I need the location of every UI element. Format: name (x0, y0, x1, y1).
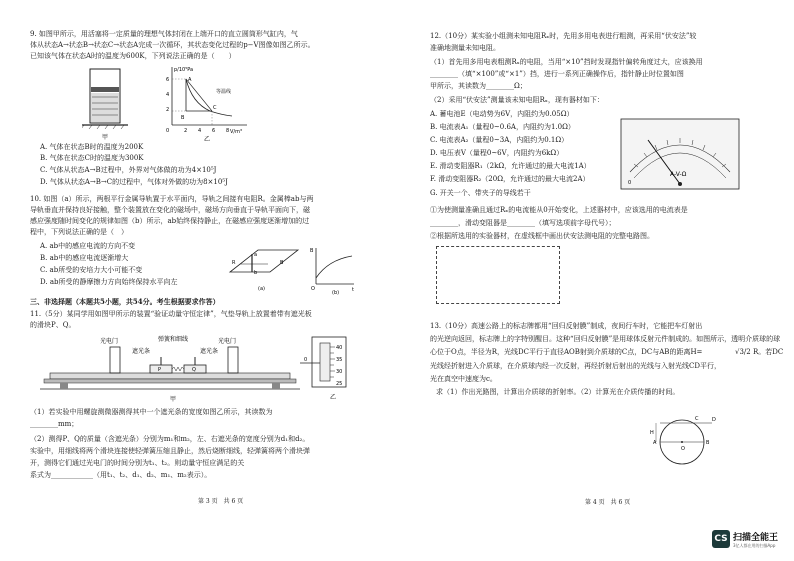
svg-text:B: B (706, 440, 710, 446)
svg-text:4: 4 (198, 128, 202, 134)
svg-text:Q: Q (192, 367, 196, 373)
svg-text:D: D (712, 417, 716, 423)
q12-item-c: C. 电流表A₂（量程0~3A，内阻约为0.1Ω） (430, 136, 569, 144)
caption-jia: 甲 (102, 134, 109, 141)
q12-sub-a-1: ①为使测量准确且通过Rₓ的电流能从0开始变化，上述器材中，应该选用的电流表是 (430, 206, 688, 214)
svg-text:0: 0 (628, 180, 632, 186)
q9-figure (82, 63, 272, 147)
scanner-logo-icon: CS (712, 530, 730, 548)
svg-text:C: C (213, 105, 217, 111)
q9-option-a: A. 气体在状态B时的温度为200K (40, 143, 144, 151)
svg-text:甲: 甲 (170, 396, 177, 403)
right-footer: 第 4 页 共 6 页 (585, 499, 631, 506)
q13-sphere-figure (650, 410, 720, 474)
svg-text:R: R (232, 260, 236, 266)
caption-b: (b) (332, 290, 340, 296)
q13-line-2: 的光逆向返回，标志牌上的字特别醒目。这种“回归反射膜”是用球体反射元件制成的。如图所示，透明介质球的球 (430, 335, 781, 343)
b-t-curve (316, 256, 352, 278)
svg-text:B: B (310, 248, 314, 254)
q10-option-b: B. ab中的感应电流逐渐增大 (40, 254, 129, 262)
q13-formula: √3/2 R。若DC (735, 348, 784, 356)
svg-text:乙: 乙 (330, 394, 337, 401)
q13-line-1: 13.（10分）高速公路上的标志牌都用“回归反射膜”制成，夜间行车时，它能把车灯射出 (430, 322, 703, 330)
gas (91, 93, 119, 122)
svg-text:A: A (653, 440, 657, 446)
q12-line-6: （2）采用“伏安法”测量该未知电阻Rₓ，现有器材如下： (430, 96, 604, 104)
q9-line-1: 9. 如图甲所示，用活塞将一定质量的理想气体封闭在上端开口的直立圆筒形气缸内，气 (30, 30, 298, 38)
q9-option-d: D. 气体从状态A→B→C的过程中，气体对外做的功为8×10⁵J (40, 178, 228, 186)
q12-line-3: （1）首先用多用电表粗测Rₓ的电阻，当用“×10”挡时发现指针偏转角度过大，应该换用 (430, 58, 703, 66)
svg-text:0: 0 (304, 357, 308, 363)
svg-text:6: 6 (212, 128, 216, 134)
q12-line-4: ________（填“×100”或“×1”）挡，进行一系列正确操作后，指针静止时位置如图 (430, 70, 684, 78)
q12-item-f: F. 滑动变阻器R₂（20Ω，允许通过的最大电流2A） (430, 175, 590, 183)
q12-sub-b: ②根据所选用的实验器材，在虚线框中画出伏安法测电阻的完整电路图。 (430, 232, 654, 240)
q10-figure (228, 244, 358, 303)
q10-option-a: A. ab中的感应电流的方向不变 (40, 242, 136, 250)
q12-item-d: D. 电压表V（量程0~6V，内阻约为6kΩ） (430, 149, 564, 157)
q11-sub1-blank: ________mm； (30, 420, 79, 428)
scanner-tagline: 3亿人都在用的扫描App (733, 543, 776, 548)
svg-text:2: 2 (184, 128, 188, 134)
q10-line-2: 导轨垂直并保持良好接触，整个装置放在变化的磁场中，磁场方向垂直于导轨平面向下，磁 (30, 206, 310, 214)
q12-item-e: E. 滑动变阻器R₁（2kΩ，允许通过的最大电流1A） (430, 162, 591, 170)
svg-text:遮光条: 遮光条 (200, 348, 219, 355)
q11-line-1: 11.（5分）某同学用如图甲所示的装置“验证动量守恒定律”，气垫导轨上放置着带有遮光板 (30, 310, 312, 318)
q10-option-c: C. ab所受的安培力大小可能不变 (40, 266, 143, 274)
caption-yi: 乙 (204, 136, 211, 143)
svg-text:8: 8 (226, 128, 230, 134)
q9-option-b: B. 气体在状态C时的温度为300K (40, 154, 144, 162)
svg-text:遮光条: 遮光条 (132, 348, 151, 355)
svg-text:H: H (650, 430, 654, 436)
q12-item-g: G. 开关一个、带夹子的导线若干 (430, 189, 531, 197)
svg-text:0: 0 (166, 128, 170, 134)
isotherm (186, 79, 232, 116)
q11-figure (30, 333, 370, 409)
svg-text:B: B (280, 260, 284, 266)
svg-text:O: O (681, 446, 685, 452)
svg-text:B: B (181, 115, 185, 121)
svg-text:a: a (254, 252, 258, 258)
q11-sub1: （1）若实验中用螺旋测微器测得其中一个遮光条的宽度如图乙所示，其读数为 (30, 408, 273, 416)
q10-line-4: 程中，下列说法正确的是（ ） (30, 228, 128, 236)
q11-sub2-line-2: 实验中，用细线将两个滑块连接使轻弹簧压缩且静止，然后烧断细线，轻弹簧将两个滑块弹 (30, 447, 310, 455)
q12-item-a: A. 蓄电池E（电动势为6V，内阻约为0.05Ω） (430, 110, 574, 118)
svg-text:A: A (188, 77, 192, 83)
q12-sub-a-2: ________，滑动变阻器是________（填写选项前字母代号）； (430, 219, 616, 227)
q11-sub2-line-4: 系式为____________（用t₁、t₂、d₁、d₂、m₁、m₂表示）。 (30, 471, 212, 479)
svg-text:光电门: 光电门 (100, 338, 119, 345)
q13-line-3: 心位于O点，半径为R，光线DC平行于直径AOB射到介质球的C点，DC与AB的距离H= (430, 348, 703, 356)
q10-line-3: 感应强度随时间变化的规律如图（b）所示，ab始终保持静止，在磁感应强度逐渐增加的过 (30, 217, 310, 225)
q12-line-1: 12.（10分）某实验小组测未知电阻Rₓ时，先用多用电表进行粗测，再采用“伏安法”较 (430, 32, 697, 40)
pv-ylabel: p/10⁵Pa (174, 67, 194, 73)
svg-text:A-V-Ω: A-V-Ω (670, 171, 687, 178)
svg-text:C: C (695, 416, 699, 422)
caption-a: (a) (258, 286, 265, 292)
section-heading: 三、非选择题（本题共5小题，共54分。考生根据要求作答） (30, 297, 220, 306)
svg-text:40: 40 (336, 345, 343, 351)
q12-line-2: 准确地测量未知电阻。 (430, 44, 500, 52)
scanner-name: 扫描全能王 (733, 533, 779, 543)
svg-text:35: 35 (336, 357, 343, 363)
svg-text:6: 6 (166, 77, 170, 83)
q9-line-2: 体从状态A→状态B→状态C→状态A完成一次循环，其状态变化过程的p−V图像如图乙所示。 (30, 41, 315, 49)
svg-text:30: 30 (336, 369, 343, 375)
multimeter-dial (620, 118, 740, 194)
q12-line-5: 甲所示，其读数为________Ω； (430, 82, 527, 90)
q11-sub2-line-3: 开，测得它们通过光电门的时间分别为t₁、t₂。则动量守恒应满足的关 (30, 459, 245, 467)
left-footer: 第 3 页 共 6 页 (198, 498, 244, 505)
q9-option-c: C. 气体从状态A→B过程中，外界对气体做的功为4×10⁵J (40, 166, 217, 174)
svg-text:t: t (352, 287, 354, 293)
svg-text:2: 2 (166, 107, 170, 113)
svg-text:O: O (311, 286, 315, 292)
q12-item-b: B. 电流表A₁（量程0~0.6A，内阻约为1.0Ω） (430, 123, 575, 131)
svg-text:P: P (158, 367, 162, 373)
q13-line-6: 求（1）作出光路图，计算出介质球的折射率。（2）计算光在介质传播的时间。 (436, 388, 680, 396)
pv-xlabel: V/m³ (230, 129, 242, 135)
svg-text:光电门: 光电门 (218, 338, 237, 345)
svg-text:b: b (254, 270, 258, 276)
circuit-answer-box[interactable] (436, 246, 560, 304)
isotherm-label: 等温线 (216, 89, 232, 95)
svg-text:弹簧和细线: 弹簧和细线 (158, 336, 189, 343)
svg-text:4: 4 (166, 92, 170, 98)
q11-line-2: 的滑块P、Q。 (30, 321, 76, 329)
q13-line-5: 光在真空中速度为c。 (430, 375, 497, 383)
piston (91, 87, 119, 92)
q10-line-1: 10. 如图（a）所示，两根平行金属导轨置于水平面内，导轨之间接有电阻R。金属棒ab与两 (30, 195, 314, 203)
q13-line-4: 光线经折射进入介质球，在介质球内经一次反射，再经折射后射出的光线与入射光线CD平行， (430, 362, 721, 370)
q10-option-d: D. ab所受的静摩擦力方向始终保持水平向左 (40, 278, 178, 286)
svg-text:25: 25 (336, 381, 343, 387)
q11-sub2-line-1: （2）测得P、Q的质量（含遮光条）分别为m₁和m₂，左、右遮光条的宽度分别为d₁和d₂。 (30, 435, 310, 443)
q9-line-3: 已知该气体在状态A时的温度为600K，下列说法正确的是（ ） (30, 52, 236, 60)
